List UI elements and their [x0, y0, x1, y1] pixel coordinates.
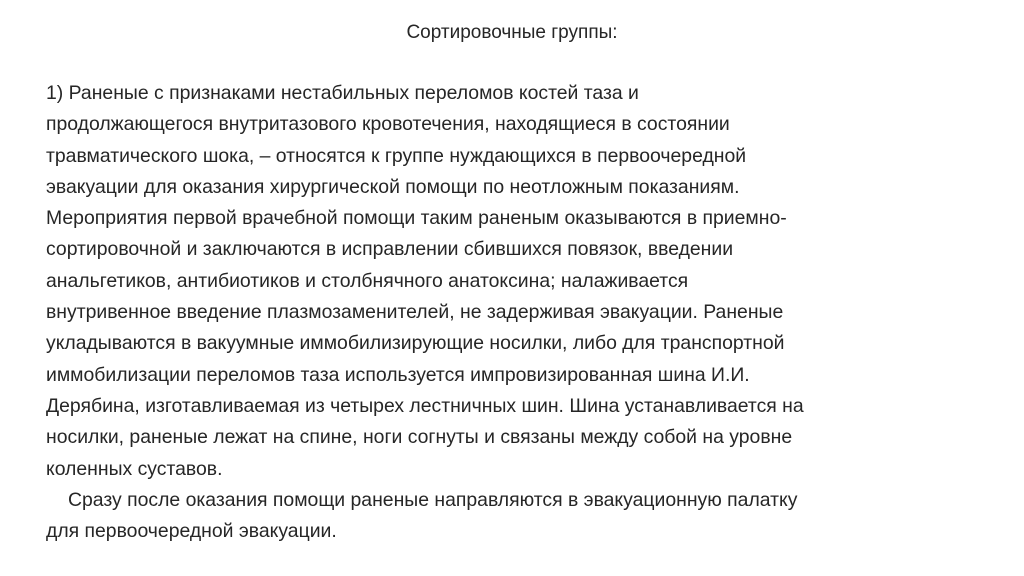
- text-line: Мероприятия первой врачебной помощи таким раненым оказываются в приемно-: [46, 207, 787, 230]
- text-line: эвакуации для оказания хирургической помощи по неотложным показаниям.: [46, 175, 740, 198]
- text-line: продолжающегося внутритазового кровотечения, находящиеся в состоянии: [46, 113, 730, 136]
- text-line: Сразу после оказания помощи раненые направляются в эвакуационную палатку: [68, 488, 798, 511]
- text-line: сортировочной и заключаются в исправлении сбившихся повязок, введении: [46, 238, 734, 261]
- text-line: внутривенное введение плазмозаменителей, не задерживая эвакуации. Раненые: [46, 301, 784, 324]
- text-line: анальгетиков, антибиотиков и столбнячного анатоксина; налаживается: [46, 269, 689, 292]
- text-line: 1) Раненые с признаками нестабильных переломов костей таза и: [46, 82, 639, 104]
- text-line: носилки, раненые лежат на спине, ноги согнуты и связаны между собой на уровне: [46, 426, 793, 449]
- text-line: коленных суставов.: [46, 457, 223, 480]
- text-line: травматического шока, – относятся к группе нуждающихся в первоочередной: [46, 144, 747, 167]
- slide-body-text: [46, 78, 996, 547]
- text-line: укладываются в вакуумные иммобилизирующие носилки, либо для транспортной: [46, 332, 785, 355]
- text-line: иммобилизации переломов таза используется импровизированная шина И.И.: [46, 363, 750, 386]
- slide-title: Сортировочные группы:: [406, 22, 618, 43]
- text-line: для первоочередной эвакуации.: [46, 520, 337, 543]
- text-line: Дерябина, изготавливаемая из четырех лестничных шин. Шина устанавливается на: [46, 394, 804, 417]
